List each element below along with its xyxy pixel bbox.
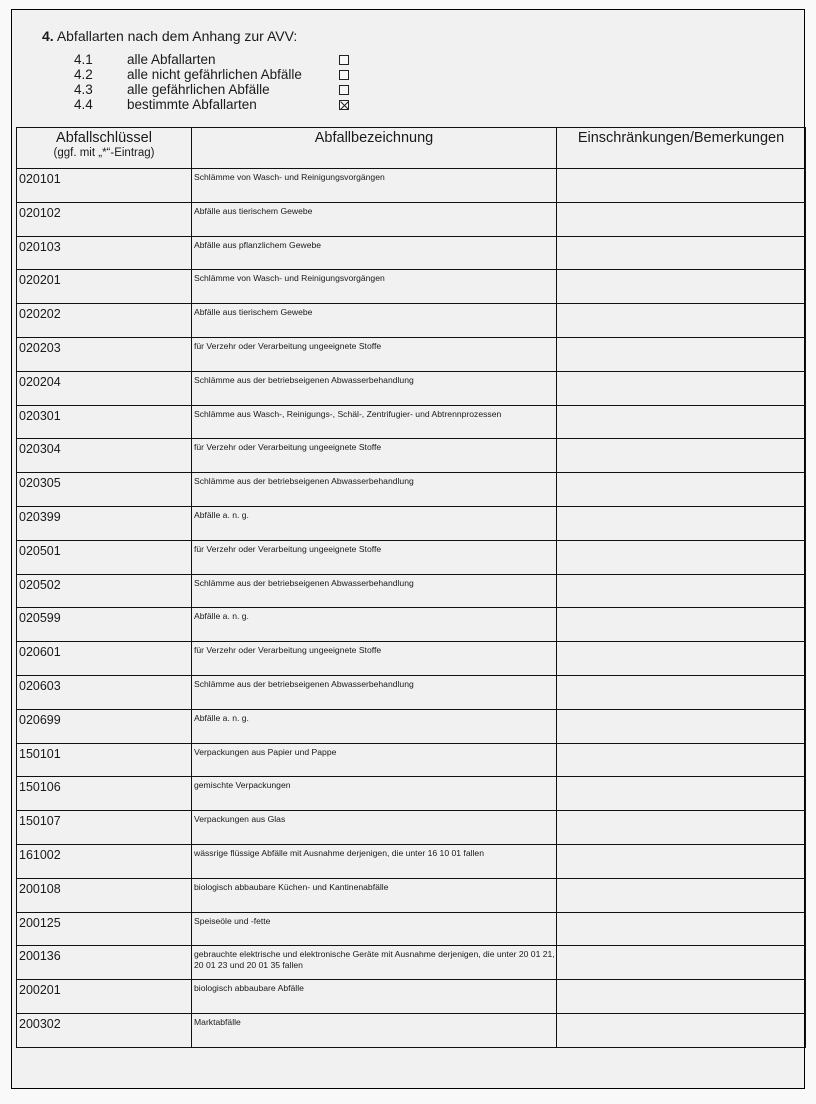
- table-row: [17, 980, 806, 1014]
- waste-description-cell: für Verzehr oder Verarbeitung ungeeignete Stoffe: [192, 642, 557, 676]
- header-code: [17, 128, 192, 169]
- option-row: [74, 82, 349, 97]
- table-row: [17, 709, 806, 743]
- option-label: alle nicht gefährlichen Abfälle: [127, 67, 302, 82]
- remarks-cell[interactable]: [557, 304, 806, 338]
- waste-code-cell: 020502: [17, 574, 192, 608]
- section-title: Abfallarten nach dem Anhang zur AVV:: [56, 28, 298, 44]
- checkbox[interactable]: [339, 55, 349, 65]
- waste-description-cell: gemischte Verpackungen: [192, 777, 557, 811]
- waste-description-cell: Abfälle a. n. g.: [192, 709, 557, 743]
- remarks-cell[interactable]: [557, 1013, 806, 1047]
- waste-code-cell: 020203: [17, 337, 192, 371]
- table-header-row: [17, 128, 806, 169]
- waste-description-cell: Verpackungen aus Papier und Pappe: [192, 743, 557, 777]
- option-row: [74, 67, 349, 82]
- remarks-cell[interactable]: [557, 844, 806, 878]
- waste-description-cell: Schlämme aus Wasch-, Reinigungs-, Schäl-, Zentrifugier- und Abtrennprozessen: [192, 405, 557, 439]
- waste-code-cell: 020501: [17, 540, 192, 574]
- remarks-cell[interactable]: [557, 675, 806, 709]
- table-row: [17, 439, 806, 473]
- table-row: [17, 202, 806, 236]
- waste-code-cell: 150101: [17, 743, 192, 777]
- waste-code-cell: 020699: [17, 709, 192, 743]
- waste-description-cell: biologisch abbaubare Abfälle: [192, 980, 557, 1014]
- table-row: [17, 912, 806, 946]
- table-row: [17, 506, 806, 540]
- waste-code-cell: 200201: [17, 980, 192, 1014]
- waste-description-cell: Verpackungen aus Glas: [192, 811, 557, 845]
- option-number: 4.4: [74, 97, 93, 112]
- remarks-cell[interactable]: [557, 878, 806, 912]
- checkbox-checked[interactable]: [339, 100, 349, 110]
- waste-description-cell: Marktabfälle: [192, 1013, 557, 1047]
- table-row: [17, 675, 806, 709]
- section-number: 4.: [42, 28, 54, 44]
- waste-code-cell: 020101: [17, 169, 192, 203]
- waste-code-cell: 020399: [17, 506, 192, 540]
- table-row: [17, 642, 806, 676]
- remarks-cell[interactable]: [557, 743, 806, 777]
- option-label: bestimmte Abfallarten: [127, 97, 257, 112]
- waste-description-cell: gebrauchte elektrische und elektronische Geräte mit Ausnahme derjenigen, die unter 20 01 21, 20 01 23 und 20 01 35 fallen: [192, 946, 557, 980]
- waste-description-cell: Speiseöle und -fette: [192, 912, 557, 946]
- waste-description-cell: Abfälle aus tierischem Gewebe: [192, 304, 557, 338]
- waste-code-cell: 020601: [17, 642, 192, 676]
- remarks-cell[interactable]: [557, 405, 806, 439]
- waste-type-options: [74, 52, 349, 112]
- waste-description-cell: Schlämme aus der betriebseigenen Abwasserbehandlung: [192, 574, 557, 608]
- waste-description-cell: Abfälle aus pflanzlichem Gewebe: [192, 236, 557, 270]
- remarks-cell[interactable]: [557, 236, 806, 270]
- header-description: Abfallbezeichnung: [192, 128, 557, 169]
- table-row: [17, 270, 806, 304]
- remarks-cell[interactable]: [557, 540, 806, 574]
- section-heading: [42, 28, 297, 44]
- waste-code-cell: 020102: [17, 202, 192, 236]
- header-code-sublabel: (ggf. mit „*“-Eintrag): [53, 147, 155, 159]
- table-row: [17, 811, 806, 845]
- waste-description-cell: wässrige flüssige Abfälle mit Ausnahme derjenigen, die unter 16 10 01 fallen: [192, 844, 557, 878]
- waste-code-cell: 150107: [17, 811, 192, 845]
- remarks-cell[interactable]: [557, 169, 806, 203]
- remarks-cell[interactable]: [557, 337, 806, 371]
- header-code-label: Abfallschlüssel: [56, 130, 152, 146]
- waste-code-cell: 020301: [17, 405, 192, 439]
- waste-code-cell: 020599: [17, 608, 192, 642]
- option-label: alle Abfallarten: [127, 52, 216, 67]
- waste-table: [16, 127, 806, 1048]
- option-label: alle gefährlichen Abfälle: [127, 82, 270, 97]
- waste-code-cell: 200125: [17, 912, 192, 946]
- remarks-cell[interactable]: [557, 202, 806, 236]
- waste-description-cell: Abfälle aus tierischem Gewebe: [192, 202, 557, 236]
- option-number: 4.2: [74, 67, 93, 82]
- waste-code-cell: 200136: [17, 946, 192, 980]
- remarks-cell[interactable]: [557, 506, 806, 540]
- waste-description-cell: für Verzehr oder Verarbeitung ungeeignete Stoffe: [192, 439, 557, 473]
- option-number: 4.1: [74, 52, 93, 67]
- waste-code-cell: 020202: [17, 304, 192, 338]
- table-row: [17, 608, 806, 642]
- remarks-cell[interactable]: [557, 270, 806, 304]
- table-row: [17, 743, 806, 777]
- table-row: [17, 574, 806, 608]
- waste-code-cell: 200108: [17, 878, 192, 912]
- waste-description-cell: biologisch abbaubare Küchen- und Kantinenabfälle: [192, 878, 557, 912]
- table-row: [17, 540, 806, 574]
- remarks-cell[interactable]: [557, 642, 806, 676]
- waste-code-cell: 150106: [17, 777, 192, 811]
- table-row: [17, 304, 806, 338]
- waste-description-cell: für Verzehr oder Verarbeitung ungeeignete Stoffe: [192, 337, 557, 371]
- option-row: [74, 97, 349, 112]
- table-row: [17, 844, 806, 878]
- waste-description-cell: Abfälle a. n. g.: [192, 506, 557, 540]
- waste-description-cell: für Verzehr oder Verarbeitung ungeeignete Stoffe: [192, 540, 557, 574]
- table-row: [17, 169, 806, 203]
- checkbox[interactable]: [339, 85, 349, 95]
- waste-description-cell: Schlämme aus der betriebseigenen Abwasserbehandlung: [192, 473, 557, 507]
- remarks-cell[interactable]: [557, 946, 806, 980]
- remarks-cell[interactable]: [557, 439, 806, 473]
- waste-code-cell: 161002: [17, 844, 192, 878]
- option-row: [74, 52, 349, 67]
- checkbox[interactable]: [339, 70, 349, 80]
- waste-code-cell: 020305: [17, 473, 192, 507]
- remarks-cell[interactable]: [557, 574, 806, 608]
- waste-description-cell: Schlämme von Wasch- und Reinigungsvorgängen: [192, 169, 557, 203]
- remarks-cell[interactable]: [557, 912, 806, 946]
- waste-code-cell: 020304: [17, 439, 192, 473]
- option-number: 4.3: [74, 82, 93, 97]
- waste-code-cell: 200302: [17, 1013, 192, 1047]
- remarks-cell[interactable]: [557, 709, 806, 743]
- remarks-cell[interactable]: [557, 608, 806, 642]
- table-row: [17, 405, 806, 439]
- remarks-cell[interactable]: [557, 980, 806, 1014]
- table-row: [17, 1013, 806, 1047]
- waste-description-cell: Abfälle a. n. g.: [192, 608, 557, 642]
- table-row: [17, 371, 806, 405]
- waste-description-cell: Schlämme aus der betriebseigenen Abwasserbehandlung: [192, 371, 557, 405]
- waste-code-cell: 020603: [17, 675, 192, 709]
- waste-code-cell: 020201: [17, 270, 192, 304]
- table-row: [17, 878, 806, 912]
- table-row: [17, 236, 806, 270]
- waste-description-cell: Schlämme aus der betriebseigenen Abwasserbehandlung: [192, 675, 557, 709]
- waste-code-cell: 020103: [17, 236, 192, 270]
- waste-description-cell: Schlämme von Wasch- und Reinigungsvorgängen: [192, 270, 557, 304]
- remarks-cell[interactable]: [557, 371, 806, 405]
- remarks-cell[interactable]: [557, 777, 806, 811]
- remarks-cell[interactable]: [557, 473, 806, 507]
- header-remarks: Einschränkungen/Bemerkungen: [557, 128, 806, 169]
- waste-code-cell: 020204: [17, 371, 192, 405]
- table-row: [17, 473, 806, 507]
- table-row: [17, 777, 806, 811]
- form-page: [11, 9, 805, 1089]
- remarks-cell[interactable]: [557, 811, 806, 845]
- table-row: [17, 946, 806, 980]
- table-row: [17, 337, 806, 371]
